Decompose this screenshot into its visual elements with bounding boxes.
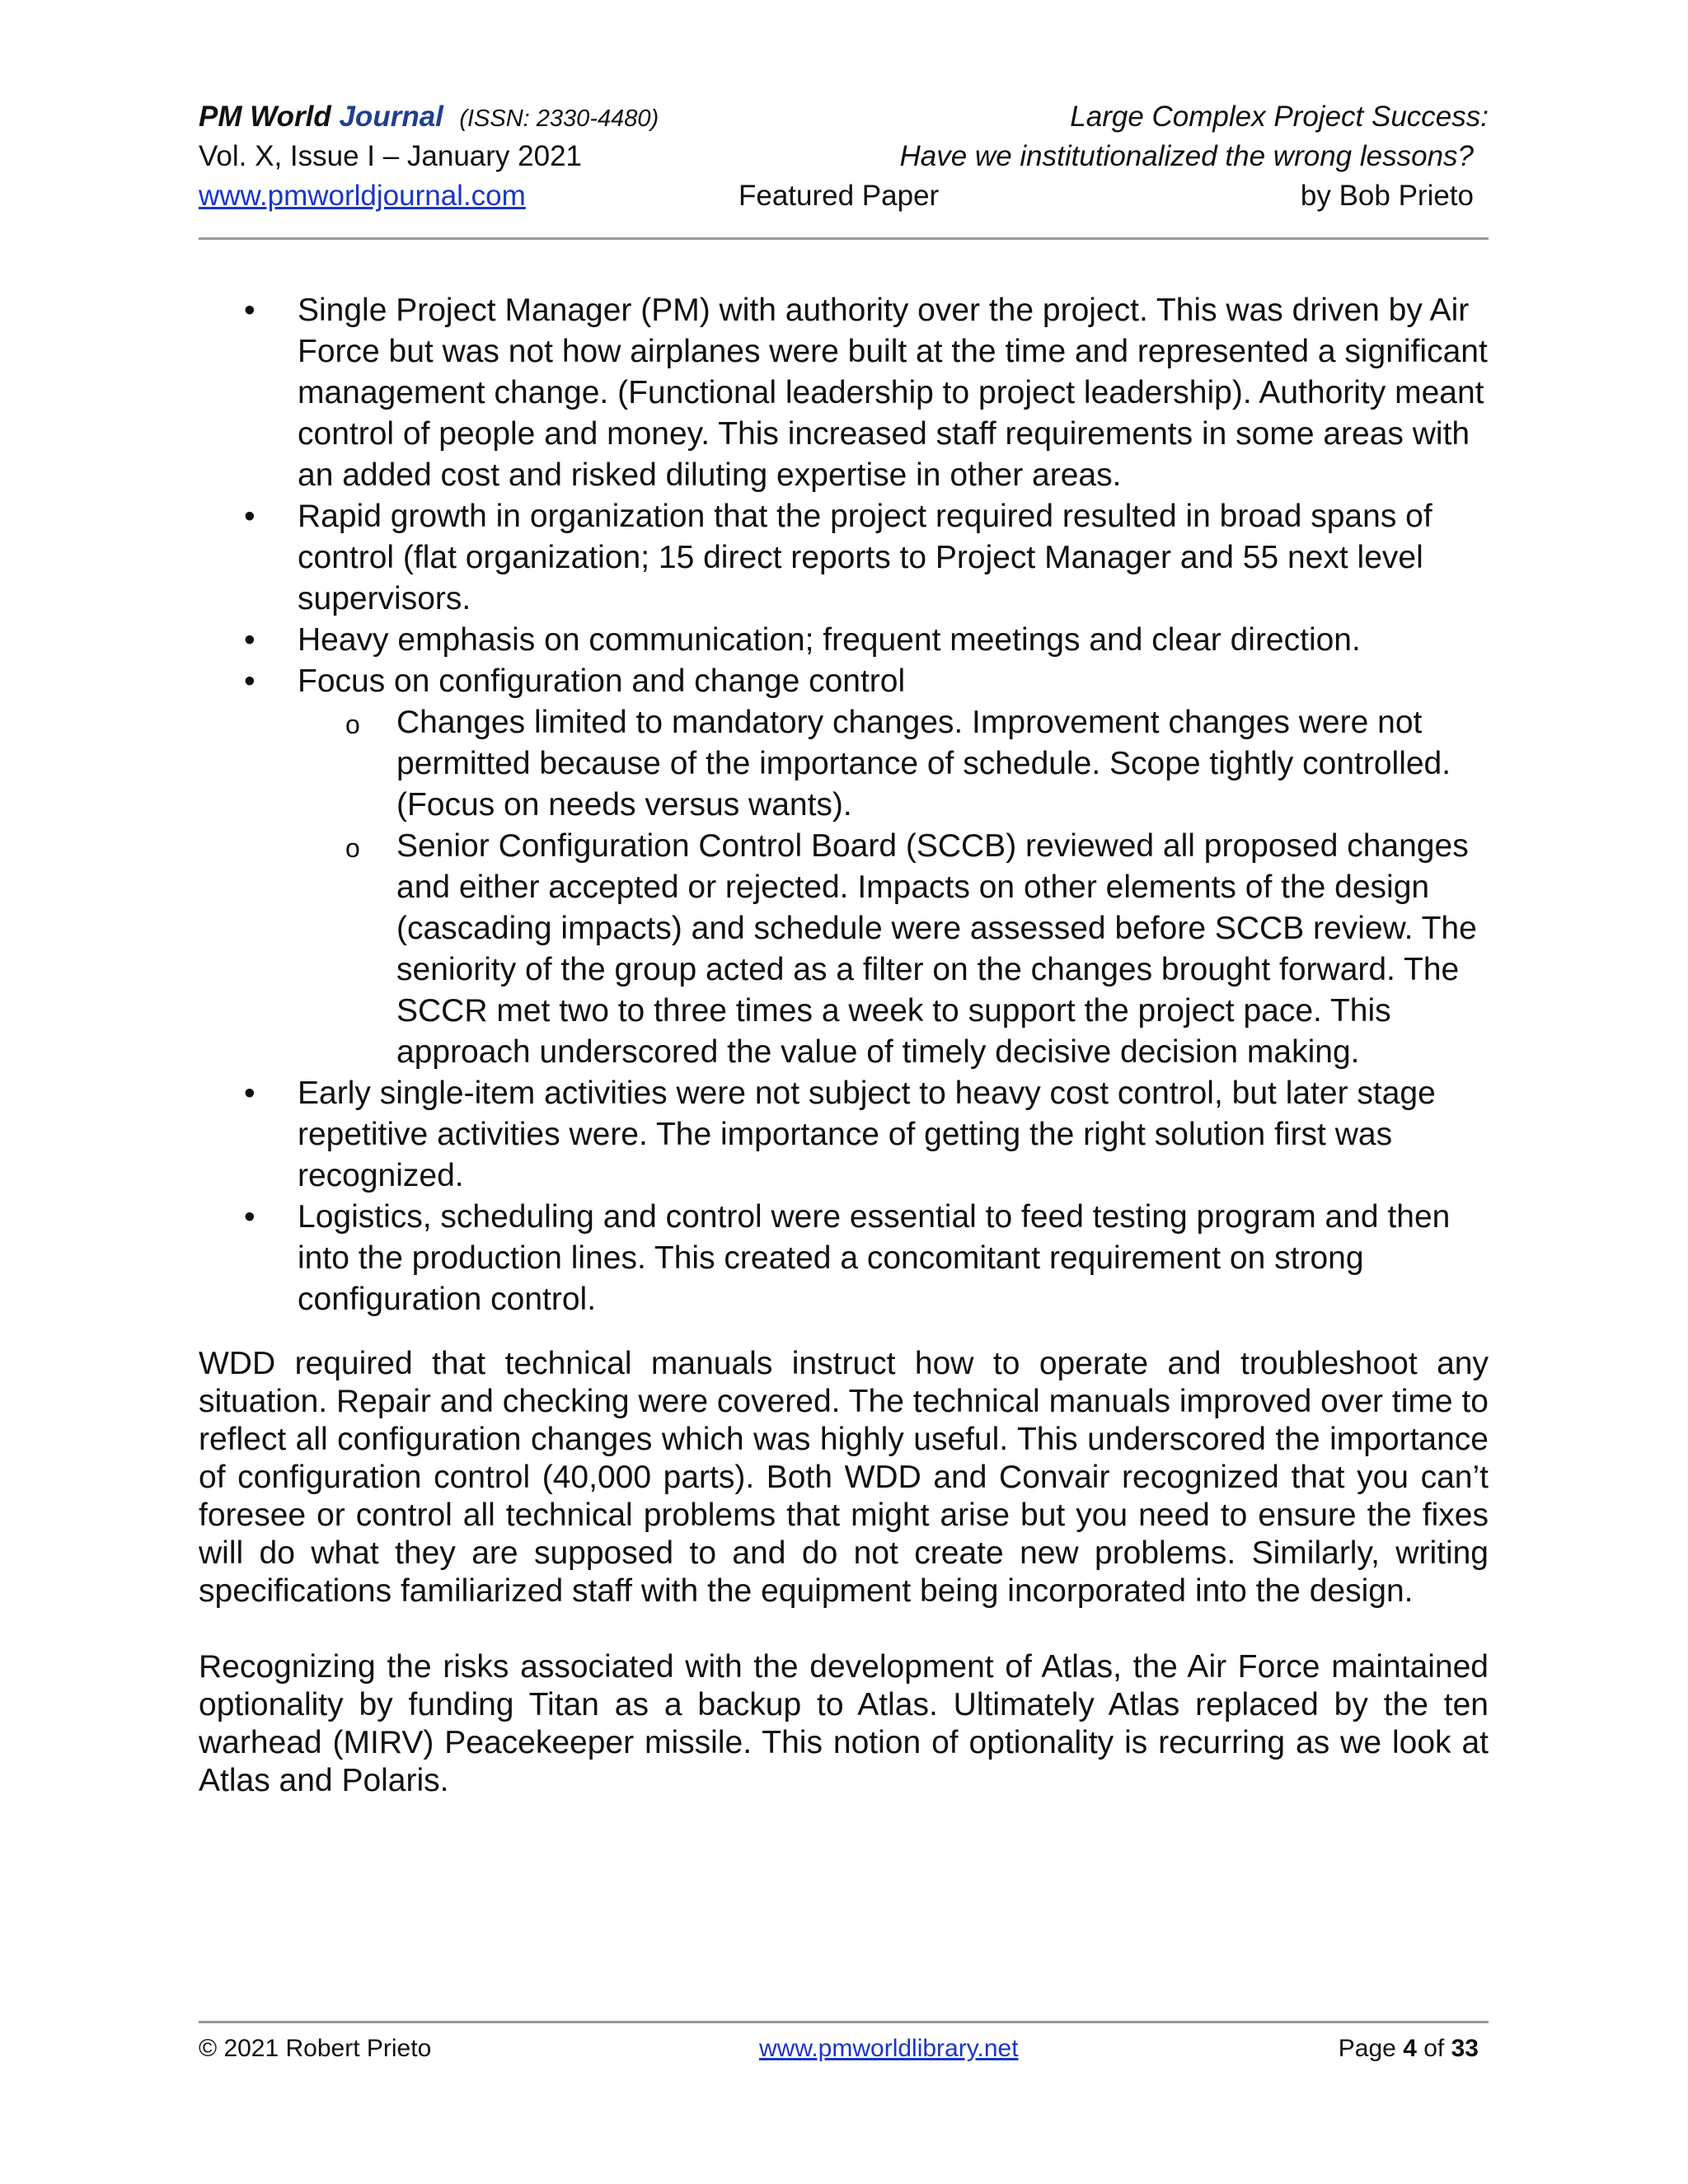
page-total: 33 [1451,2035,1479,2062]
bullet-item: • Single Project Manager (PM) with authority over the project. This was driven by Air Force but was not how airplanes were built at the time and represented a significant management change. (Functional leadership to project leadership). Authority meant control of people and money. This increased staff requirements in some areas with an added cost and risked diluting expertise in other areas. [298,290,1489,496]
header-row-1 [199,97,1489,137]
paper-author: by Bob Prieto [1300,180,1474,212]
journal-issn: (ISSN: 2330-4480) [459,105,659,132]
footer-library-link[interactable]: www.pmworldlibrary.net [759,2035,1019,2062]
sub-bullet-list [298,702,1489,1073]
paper-title-line-1: Large Complex Project Success: [1070,101,1489,133]
sub-bullet-item: o Changes limited to mandatory changes. Improvement changes were not permitted because of the importance of schedule. Scope tightly controlled. (Focus on needs versus wants). [396,702,1489,826]
header-row-2 [199,137,1489,176]
page-footer [199,2032,1489,2065]
page-number: 4 [1403,2035,1417,2062]
header-divider [199,237,1489,240]
page-prefix: Page [1338,2035,1396,2062]
page-content [199,290,1489,1800]
journal-website-link[interactable]: www.pmworldjournal.com [199,180,526,212]
body-paragraph: Recognizing the risks associated with the development of Atlas, the Air Force maintained optionality by funding Titan as a backup to Atlas. Ultimately Atlas replaced by the ten warhead (MIRV) Peacekeeper missile. This notion of optionality is recurring as we look at Atlas and Polaris. [199,1649,1489,1798]
paper-title-line-2: Have we institutionalized the wrong lessons? [899,140,1474,172]
page-header [199,97,1489,216]
journal-masthead [199,97,659,138]
bullet-list [199,290,1489,1320]
header-row-3 [199,176,1489,216]
bullet-item: • Focus on configuration and change control o Changes limited to mandatory changes. Improvement changes were not permitted because of the importance of schedule. Scope tightly controlled. (Focus on needs versus wants). o Senior Configuration Control Board (SCCB) reviewed all proposed changes and either accepted or rejected. Impacts on other elements of the design (cascading impacts) and schedule were assessed before SCCB review. The seniority of the group acted as a filter on the changes brought forward. The SCCR met two to three times a week to support the project pace. This approach underscored the value of timely decisive decision making. [298,661,1489,1073]
journal-pm: PM World [199,101,331,133]
bullet-item: • Rapid growth in organization that the project required resulted in broad spans of control (flat organization; 15 direct reports to Project Manager and 55 next level supervisors. [298,496,1489,620]
footer-copyright: © 2021 Robert Prieto [199,2035,432,2062]
paper-section: Featured Paper [738,180,940,212]
sub-bullet-item: o Senior Configuration Control Board (SCCB) reviewed all proposed changes and either accepted or rejected. Impacts on other elements of the design (cascading impacts) and schedule were assessed before SCCB review. The seniority of the group acted as a filter on the changes brought forward. The SCCR met two to three times a week to support the project pace. This approach underscored the value of timely decisive decision making. [396,826,1489,1073]
journal-volume: Vol. X, Issue I – January 2021 [199,140,583,172]
bullet-item: • Early single-item activities were not subject to heavy cost control, but later stage repetitive activities were. The importance of getting the right solution first was recognized. [298,1073,1489,1197]
footer-divider [199,2021,1489,2023]
bullet-item: • Heavy emphasis on communication; frequent meetings and clear direction. [298,620,1489,661]
page-number-label [1339,2032,1479,2065]
journal-name: Journal [339,101,443,133]
bullet-item: • Logistics, scheduling and control were essential to feed testing program and then into the production lines. This created a concomitant requirement on strong configuration control. [298,1197,1489,1320]
body-paragraph: WDD required that technical manuals instruct how to operate and troubleshoot any situation. Repair and checking were covered. The technical manuals improved over time to reflect all configuration changes which was highly useful. This underscored the importance of configuration control (40,000 parts). Both WDD and Convair recognized that you can’t foresee or control all technical problems that might arise but you need to ensure the fixes will do what they are supposed to and do not create new problems. Similarly, writing specifications familiarized staff with the equipment being incorporated into the design. [199,1346,1489,1609]
page-of: of [1423,2035,1445,2062]
